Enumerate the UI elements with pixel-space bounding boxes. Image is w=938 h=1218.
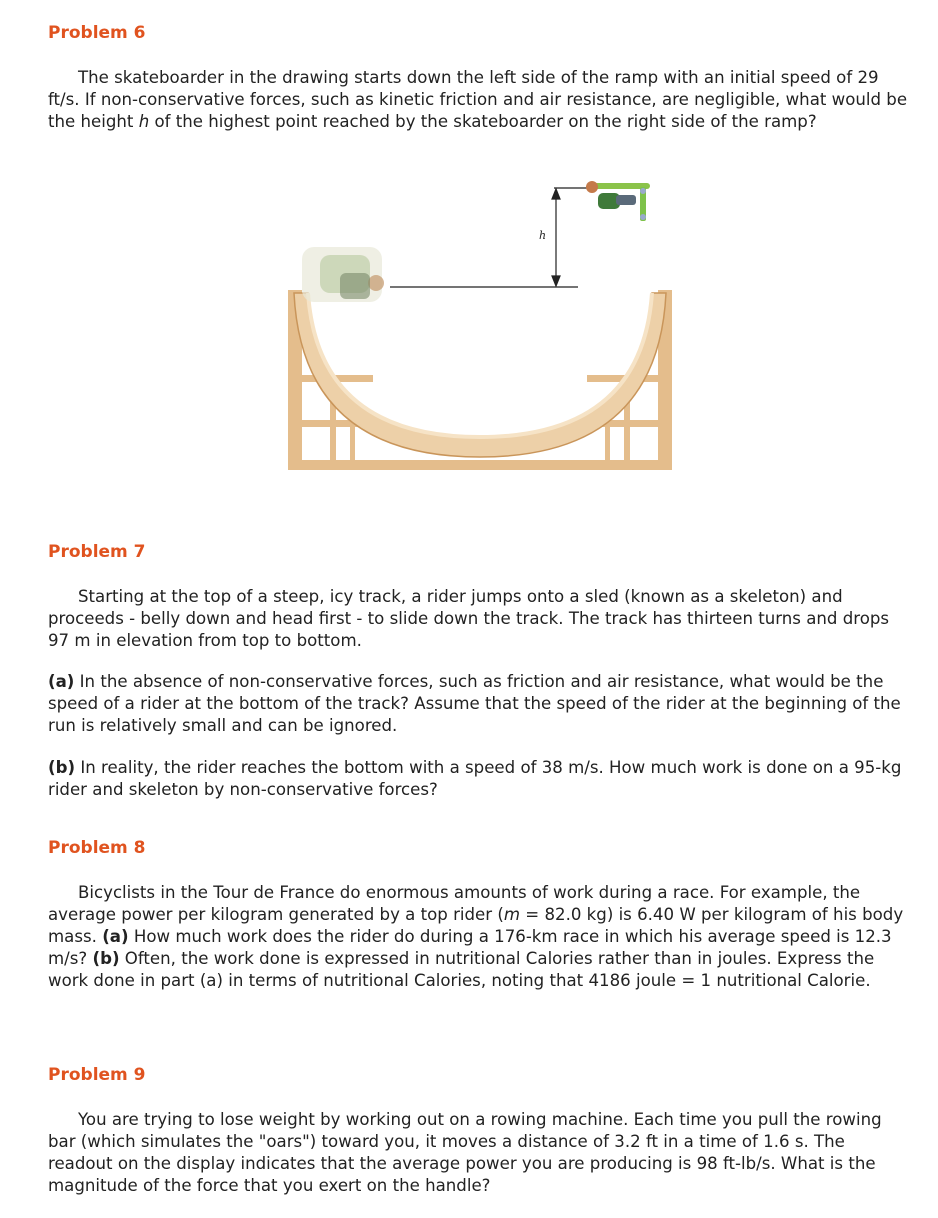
problem-7-intro: Starting at the top of a steep, icy track, a rider jumps onto a sled (known as a skeleton) and proceeds - belly down and head first - to slide down the track. The track has thirteen turns and drops 97 m in elevation from top to bottom.: [48, 587, 890, 650]
problem-9-heading: Problem 9: [48, 1065, 146, 1085]
problem-7-part-b: (b) In reality, the rider reaches the bottom with a speed of 38 m/s. How much work is done on a 95-kg rider and skeleton by non-conservative forces?: [48, 758, 902, 799]
problem-8-text: Bicyclists in the Tour de France do enormous amounts of work during a race. For example, the average power per kilogram generated by a top rider (m = 82.0 kg) is 6.40 W per kilogram of his body mass. (a) How much work does the rider do during a 176-km race in which his average speed is 12.3 m/s? (b) Often, the work done is expressed in nutritional Calories rather than in joules. Express the work done in part (a) in terms of nutritional Calories, noting that 4186 joule = 1 nutritional Calorie.: [48, 883, 904, 990]
skateboarder-start-icon: [302, 247, 384, 302]
problem-9-text: You are trying to lose weight by working out on a rowing machine. Each time you pull the rowing bar (which simulates the "oars") toward you, it moves a distance of 3.2 ft in a time of 1.6 s. The readout on the display indicates that the average power you are producing is 98 ft-lb/s. What is the magnitude of the force that you exert on the handle?: [48, 1110, 882, 1195]
problem-6-text: The skateboarder in the drawing starts down the left side of the ramp with an initial speed of 29 ft/s. If non-conservative forces, such as kinetic friction and air resistance, are negligible, what would be the height h of the highest point reached by the skateboarder on the right side of the ramp?: [48, 68, 908, 131]
skateboarder-top-icon: [586, 181, 650, 221]
problem-7-part-a: (a) In the absence of non-conservative forces, such as friction and air resistance, what would be the speed of a rider at the bottom of the track? Assume that the speed of the rider at the beginning of the run is relatively small and can be ignored.: [48, 672, 901, 735]
height-label: h: [539, 229, 547, 242]
half-pipe-ramp-figure: [280, 175, 680, 475]
height-marker: [390, 188, 610, 287]
problem-6-heading: Problem 6: [48, 23, 146, 43]
problem-7-heading: Problem 7: [48, 542, 146, 562]
problem-8-heading: Problem 8: [48, 838, 146, 858]
